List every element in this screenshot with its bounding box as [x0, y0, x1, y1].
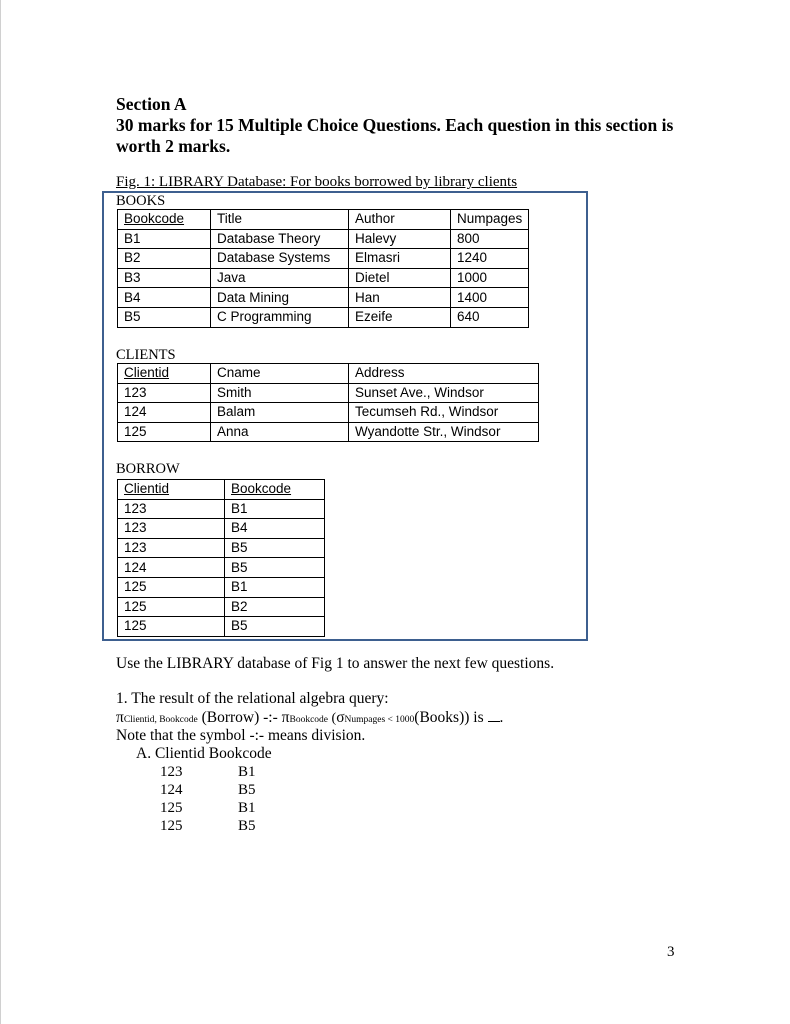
- table-cell: 123: [118, 499, 225, 519]
- table-header-row: [118, 210, 529, 230]
- list-item: [160, 799, 256, 817]
- option-a-clientid: 124: [160, 782, 183, 798]
- table-row: [118, 229, 529, 249]
- table-cell: Anna: [211, 422, 349, 442]
- table-cell: 1000: [451, 268, 529, 288]
- table-cell: B5: [225, 558, 325, 578]
- table-cell: B5: [118, 307, 211, 327]
- query-borrow: (Borrow) -:-: [197, 709, 282, 726]
- table-cell: 125: [118, 617, 225, 637]
- list-item: [160, 781, 256, 799]
- column-header: Clientid: [118, 480, 225, 500]
- table-cell: B5: [225, 617, 325, 637]
- borrow-table: [117, 479, 325, 637]
- column-header: Bookcode: [225, 480, 325, 500]
- column-header: Title: [211, 210, 349, 230]
- table-cell: 125: [118, 577, 225, 597]
- table-cell: Wyandotte Str., Windsor: [349, 422, 539, 442]
- pi-symbol: π: [281, 709, 290, 726]
- table-row: [118, 307, 529, 327]
- table-cell: B5: [225, 538, 325, 558]
- table-cell: 124: [118, 403, 211, 423]
- column-header: Address: [349, 364, 539, 384]
- option-a-clientid: 125: [160, 800, 183, 816]
- table-cell: Database Theory: [211, 229, 349, 249]
- query-books: (Books)) is: [414, 709, 488, 726]
- query-paren: (: [328, 711, 337, 726]
- table-row: [118, 422, 539, 442]
- table-cell: Java: [211, 268, 349, 288]
- table-cell: 124: [118, 558, 225, 578]
- answer-blank: [488, 709, 500, 722]
- table-row: [118, 558, 325, 578]
- section-heading-block: [116, 94, 676, 157]
- pi-symbol: π: [116, 709, 124, 726]
- pi-subscript: Clientid, Bookcode: [123, 715, 198, 725]
- instructions: Use the LIBRARY database of Fig 1 to answer the next few questions.: [116, 655, 555, 672]
- option-a-bookcode: B1: [238, 764, 256, 780]
- list-item: [160, 763, 256, 781]
- column-header: Bookcode: [118, 210, 211, 230]
- books-table: [117, 209, 529, 328]
- clients-table: [117, 363, 539, 442]
- clients-label: CLIENTS: [116, 347, 176, 363]
- table-cell: 123: [118, 538, 225, 558]
- pi-subscript: Bookcode: [289, 715, 329, 725]
- page-number: 3: [667, 944, 675, 960]
- option-a-bookcode: B5: [238, 782, 256, 798]
- column-header: Author: [349, 210, 451, 230]
- table-cell: 123: [118, 519, 225, 539]
- option-a-bookcode: B5: [238, 818, 256, 834]
- table-cell: B1: [225, 577, 325, 597]
- table-cell: B2: [225, 597, 325, 617]
- table-row: [118, 538, 325, 558]
- table-cell: 640: [451, 307, 529, 327]
- table-cell: 125: [118, 597, 225, 617]
- sigma-subscript: Numpages < 1000: [344, 715, 415, 725]
- table-row: [118, 499, 325, 519]
- table-cell: Smith: [211, 383, 349, 403]
- table-cell: B4: [118, 288, 211, 308]
- table-header-row: [118, 364, 539, 384]
- list-item: [160, 817, 256, 835]
- table-row: [118, 403, 539, 423]
- table-cell: 800: [451, 229, 529, 249]
- table-cell: 123: [118, 383, 211, 403]
- table-row: [118, 288, 529, 308]
- option-a-bookcode: B1: [238, 800, 256, 816]
- table-row: [118, 617, 325, 637]
- table-cell: Han: [349, 288, 451, 308]
- table-cell: Balam: [211, 403, 349, 423]
- page-edge: [0, 0, 1, 1024]
- table-row: [118, 249, 529, 269]
- section-heading: Section A: [116, 94, 187, 114]
- table-cell: 1400: [451, 288, 529, 308]
- table-row: [118, 577, 325, 597]
- figure-caption: Fig. 1: LIBRARY Database: For books borrowed by library clients: [116, 174, 518, 190]
- table-cell: Halevy: [349, 229, 451, 249]
- table-cell: Ezeife: [349, 307, 451, 327]
- option-a-clientid: 123: [160, 764, 183, 780]
- table-cell: B1: [118, 229, 211, 249]
- table-cell: 125: [118, 422, 211, 442]
- query-end: .: [499, 709, 504, 726]
- table-cell: Database Systems: [211, 249, 349, 269]
- question-1-note: Note that the symbol -:- means division.: [116, 727, 366, 744]
- table-cell: Dietel: [349, 268, 451, 288]
- sigma-symbol: σ: [336, 709, 345, 726]
- question-1-query: [116, 709, 503, 729]
- column-header: Cname: [211, 364, 349, 384]
- table-cell: B4: [225, 519, 325, 539]
- table-cell: B1: [225, 499, 325, 519]
- table-row: [118, 519, 325, 539]
- table-cell: C Programming: [211, 307, 349, 327]
- borrow-label: BORROW: [116, 461, 180, 477]
- table-header-row: [118, 480, 325, 500]
- column-header: Clientid: [118, 364, 211, 384]
- table-row: [118, 268, 529, 288]
- table-cell: Data Mining: [211, 288, 349, 308]
- table-cell: B3: [118, 268, 211, 288]
- option-a-clientid: 125: [160, 818, 183, 834]
- table-cell: 1240: [451, 249, 529, 269]
- table-cell: Elmasri: [349, 249, 451, 269]
- question-1-text: 1. The result of the relational algebra query:: [116, 690, 389, 707]
- table-cell: B2: [118, 249, 211, 269]
- section-subheading: 30 marks for 15 Multiple Choice Questions. Each question in this section is worth 2 marks.: [116, 115, 674, 156]
- option-a-values: [160, 763, 256, 835]
- table-row: [118, 383, 539, 403]
- table-row: [118, 597, 325, 617]
- table-cell: Tecumseh Rd., Windsor: [349, 403, 539, 423]
- column-header: Numpages: [451, 210, 529, 230]
- books-label: BOOKS: [116, 193, 166, 209]
- table-cell: Sunset Ave., Windsor: [349, 383, 539, 403]
- option-a-label: A. Clientid Bookcode: [136, 745, 272, 762]
